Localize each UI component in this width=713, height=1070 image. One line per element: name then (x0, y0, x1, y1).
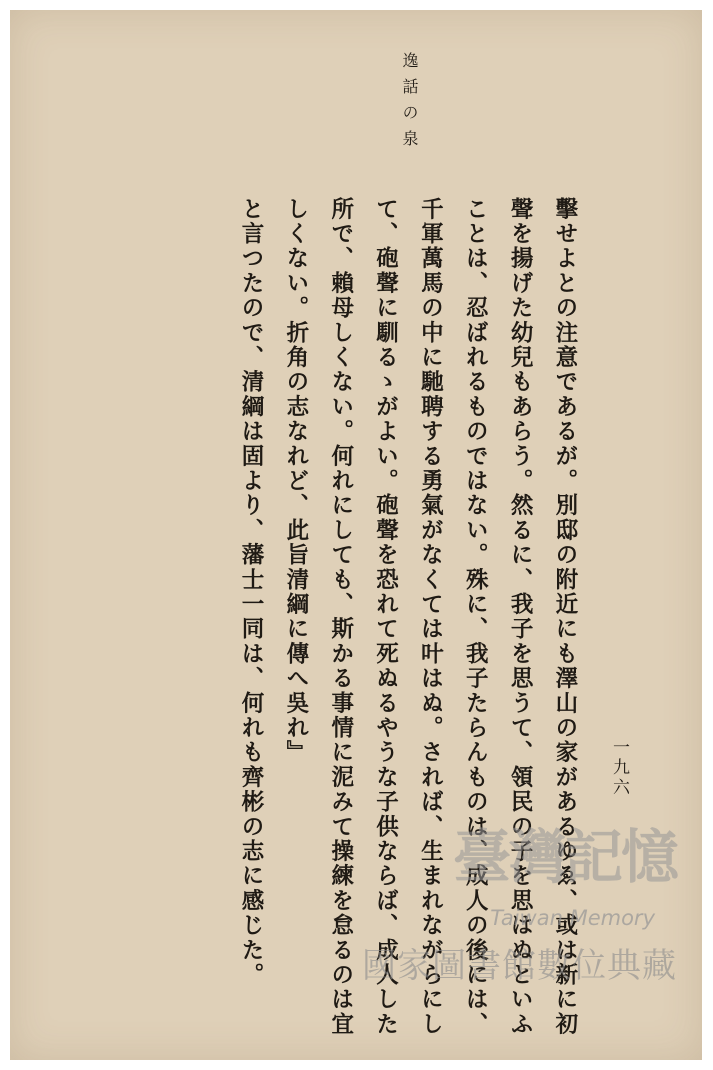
text-line: 所で、賴母しくない。何れにしても、斯かる事情に泥みて操練を怠るのは宜 (327, 197, 354, 1037)
text-line: て、砲聲に馴るゝがよい。砲聲を恐れて死ぬるやうな子供ならば、成人した (372, 197, 399, 1037)
text-line: と言つたので、清綱は固より、藩士一同は、何れも齊彬の志に感じた。 (238, 197, 264, 988)
running-header-title: 逸話の泉 (400, 52, 419, 156)
book-page (10, 10, 702, 1060)
text-line: しくない。折角の志なれど、此旨清綱に傳へ吳れ』 (282, 197, 309, 766)
page-number: 一九六 (609, 738, 629, 798)
library-watermark (335, 810, 685, 1000)
watermark-logo: 臺灣記憶 (452, 823, 677, 891)
text-line: 擊せよとの注意であるが。別邸の附近にも澤山の家があるゆゑ、或は新に初 (551, 197, 578, 1037)
watermark-english-text: Taiwan Memory (490, 906, 655, 930)
text-line: ことは、忍ばれるものではない。殊に、我子たらんものは、成人の後には、 (462, 197, 489, 1037)
text-line: 聲を揚げた幼兒もあらう。然るに、我子を思うて、領民の子を思はぬといふ (507, 197, 534, 1037)
text-line: 千軍萬馬の中に馳聘する勇氣がなくては叶はぬ。されば、生まれながらにし (417, 197, 444, 1037)
watermark-chinese-text: 國家圖書館數位典藏 (362, 946, 677, 986)
